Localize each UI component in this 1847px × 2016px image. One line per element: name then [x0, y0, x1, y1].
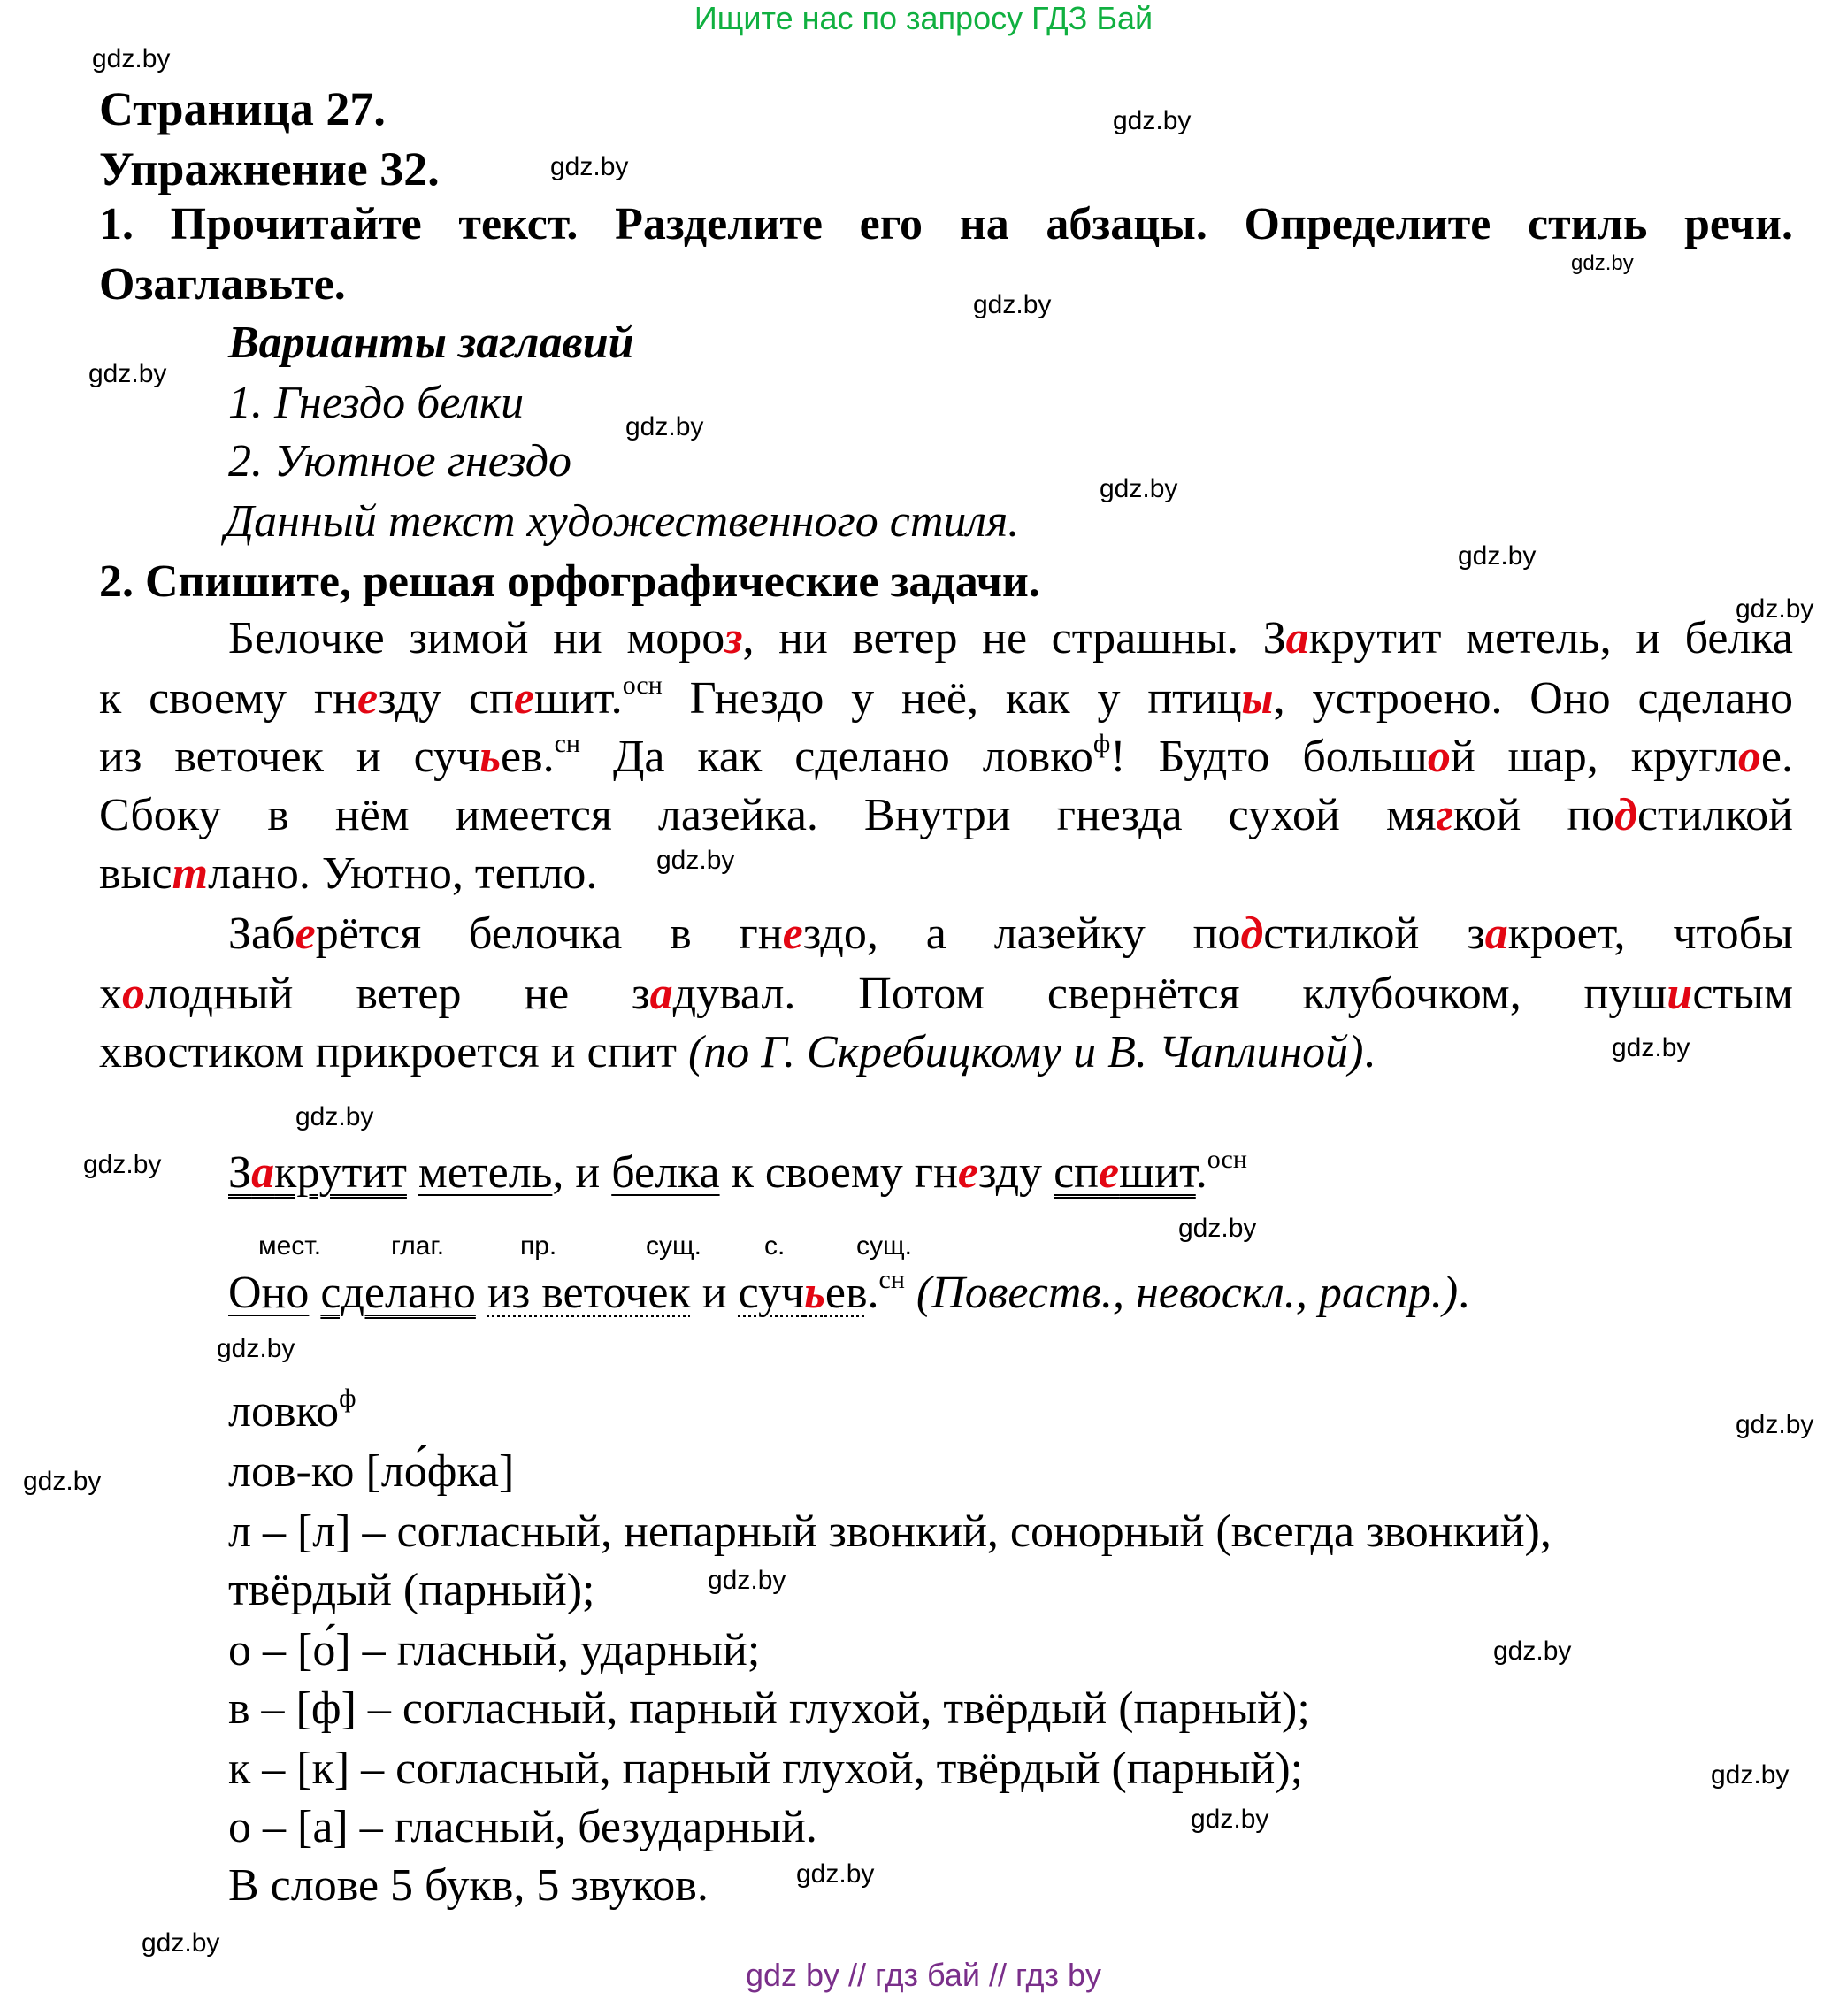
mark-osn: осн: [622, 671, 663, 700]
analysis-summary: В слове 5 букв, 5 звуков.: [228, 1860, 709, 1911]
mark-f: ф: [339, 1384, 356, 1413]
mark-sn: сн: [554, 729, 580, 758]
pos-label: с.: [764, 1231, 786, 1261]
watermark: gdz.by: [1493, 1637, 1572, 1666]
footer-links[interactable]: gdz by // гдз бай // гдз by: [745, 1957, 1102, 1993]
analysis-line: твёрдый (парный);: [228, 1565, 595, 1615]
mark-osn: осн: [1207, 1145, 1247, 1174]
watermark: gdz.by: [1100, 474, 1178, 503]
watermark: gdz.by: [92, 44, 171, 73]
watermark: gdz.by: [973, 290, 1052, 319]
parse-sentence-1: Закрутит метель, и белка к своему гнезду спешит.$^{осн}$: [228, 1145, 1247, 1198]
watermark: gdz.by: [88, 359, 167, 388]
task2-heading: 2. Спишите, решая орфографические задачи.: [99, 556, 1040, 607]
text-line-1: Белочке зимой ни мороз, ни ветер не страшны. Закрутит метель, и белка: [228, 613, 1793, 663]
pos-label: пр.: [520, 1231, 557, 1261]
text-line-8: хвостиком прикроется и спит (по Г. Скребицкому и В. Чаплиной).: [99, 1027, 1376, 1077]
watermark: gdz.by: [656, 846, 735, 875]
task1-line2: Озаглавьте.: [99, 259, 346, 310]
watermark: gdz.by: [1113, 106, 1192, 135]
analysis-syllables: лов-ко [ло́фка]: [228, 1446, 515, 1497]
watermark: gdz.by: [1736, 1410, 1814, 1439]
analysis-line: в – [ф] – согласный, парный глухой, твёрдый (парный);: [228, 1683, 1310, 1734]
text-line-2: к своему гнезду спешит.$^{осн}$ Гнездо у неё, как у птицы, устроено. Оно сделано: [99, 671, 1793, 724]
analysis-line: о – [а] – гласный, безударный.: [228, 1802, 817, 1852]
pos-label: глаг.: [391, 1231, 445, 1261]
pos-label: мест.: [258, 1231, 322, 1261]
watermark: gdz.by: [796, 1859, 875, 1889]
watermark: gdz.by: [83, 1150, 162, 1179]
watermark: gdz.by: [142, 1928, 220, 1958]
top-banner: Ищите нас по запросу ГДЗ Бай: [694, 0, 1153, 36]
text-line-6: Заберётся белочка в гнездо, а лазейку подстилкой закроет, чтобы: [228, 908, 1793, 959]
text-line-5: выстлано. Уютно, тепло.: [99, 848, 598, 899]
watermark: gdz.by: [1178, 1214, 1257, 1243]
analysis-word: ловко$^ф$: [228, 1384, 356, 1437]
text-line-3: из веточек и сучьев.$^{сн}$ Да как сделано ловко$^ф$! Будто большой шар, круглое.: [99, 729, 1794, 782]
titles-heading: Варианты заглавий: [228, 318, 634, 368]
mark-sn: сн: [878, 1265, 905, 1294]
page-title: Страница 27.: [99, 82, 386, 135]
title-option-2: 2. Уютное гнездо: [228, 436, 572, 487]
text-line-7: холодный ветер не задувал. Потом свернётся клубочком, пушистым: [99, 969, 1793, 1019]
pos-label: сущ.: [856, 1231, 913, 1261]
watermark: gdz.by: [550, 152, 629, 181]
title-option-1: 1. Гнездо белки: [228, 378, 525, 428]
watermark: gdz.by: [217, 1334, 295, 1363]
watermark: gdz.by: [625, 412, 704, 441]
watermark: gdz.by: [23, 1467, 102, 1496]
watermark: gdz.by: [1571, 251, 1634, 275]
watermark: gdz.by: [295, 1102, 374, 1131]
text-line-4: Сбоку в нём имеется лазейка. Внутри гнезда сухой мягкой подстилкой: [99, 790, 1794, 840]
watermark: gdz.by: [1736, 594, 1814, 624]
style-note: Данный текст художественного стиля.: [225, 496, 1020, 547]
exercise-title: Упражнение 32.: [99, 142, 440, 195]
analysis-line: о – [о́] – гласный, ударный;: [228, 1625, 761, 1675]
mark-f: ф: [1092, 729, 1111, 758]
analysis-line: л – [л] – согласный, непарный звонкий, сонорный (всегда звонкий),: [228, 1506, 1552, 1557]
pos-label: сущ.: [646, 1231, 702, 1261]
watermark: gdz.by: [1612, 1033, 1690, 1062]
watermark: gdz.by: [1191, 1805, 1269, 1834]
analysis-line: к – [к] – согласный, парный глухой, твёрдый (парный);: [228, 1744, 1304, 1794]
watermark: gdz.by: [1458, 541, 1537, 571]
parse-sentence-2: Оно сделано из веточек и сучьев.$^{сн}$ (Повеств., невоскл., распр.).: [228, 1265, 1470, 1318]
watermark: gdz.by: [708, 1566, 786, 1595]
task1-line1: 1. Прочитайте текст. Разделите его на абзацы. Определите стиль речи.: [99, 199, 1793, 249]
watermark: gdz.by: [1711, 1760, 1790, 1790]
